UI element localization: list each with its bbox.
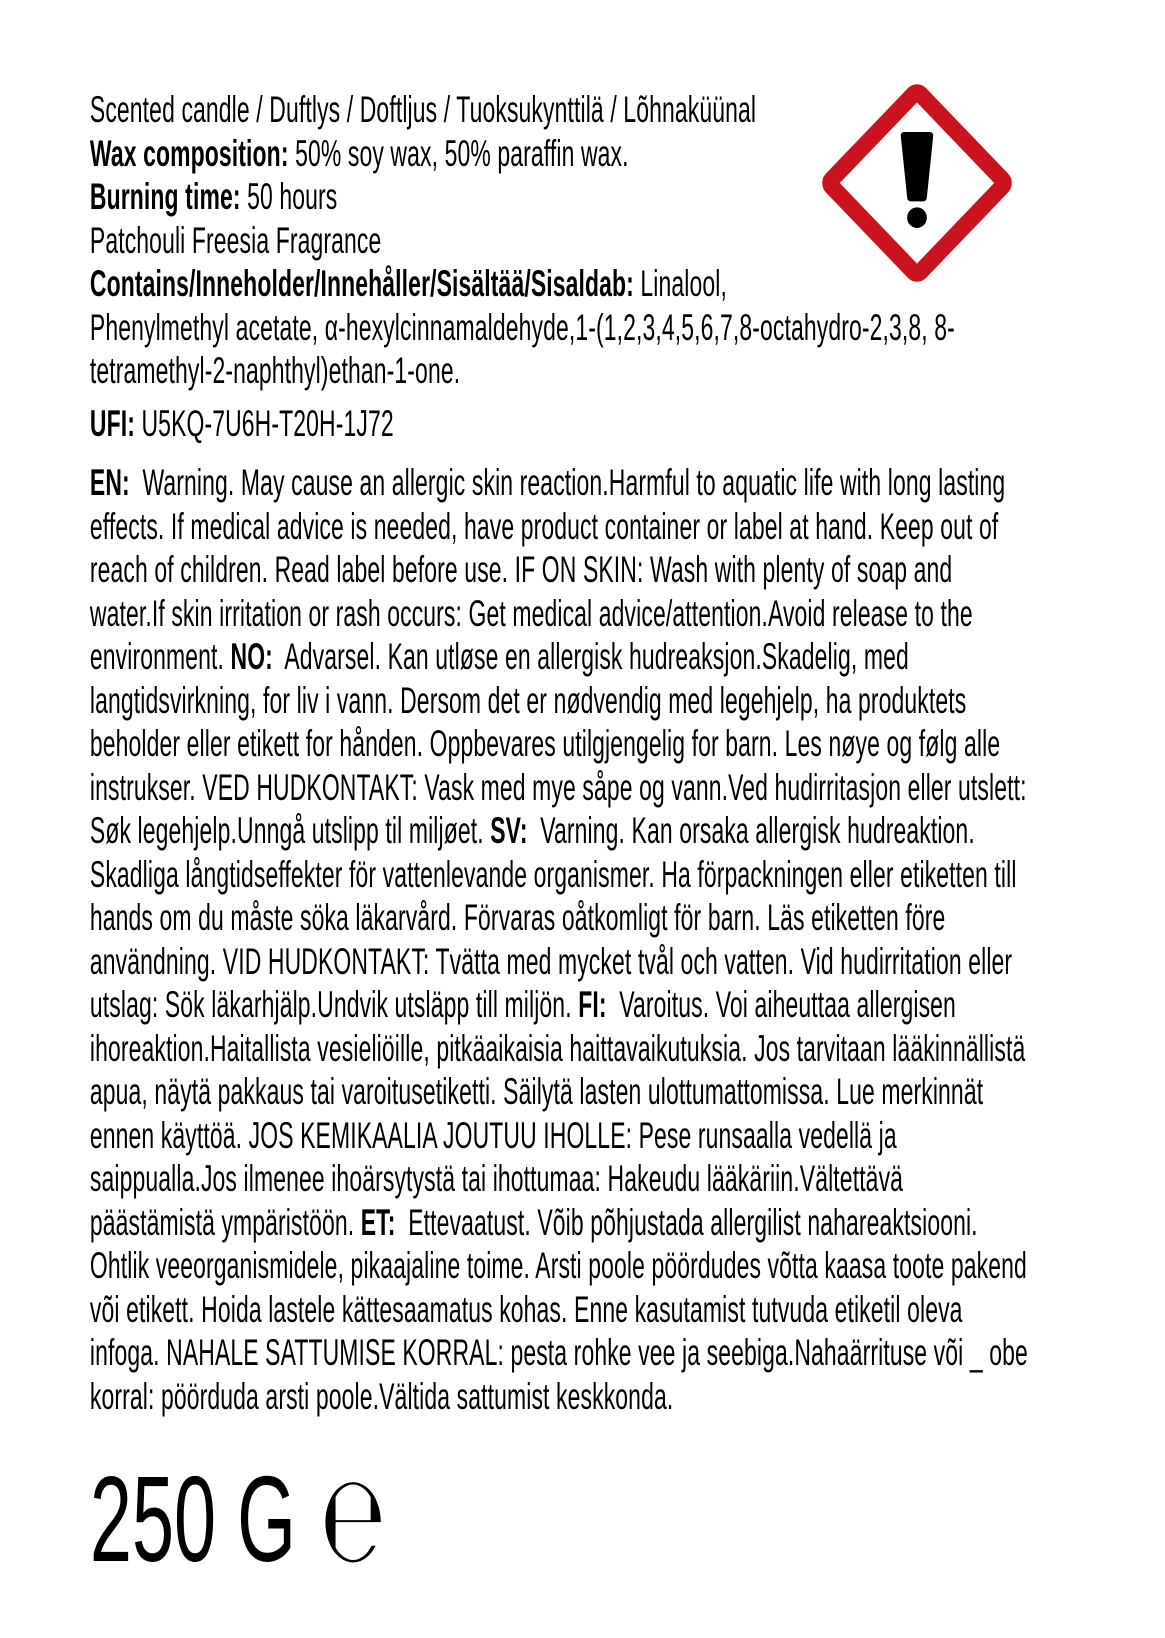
warning-text-fi: Varoitus. Voi aiheuttaa allergisen ihoreaktion.Haitallista vesieliöille, pitkäaikaisia haittavaikutuksia. Jos tarvitaan lääkinnällistä apua, näytä pakkaus tai varoitusetiketti. Säilytä lasten ulottumattomissa. Lue merkinnät ennen käyttöä. JOS KEMIKAALIA JOUTUU IHOLLE: Pese runsaalla vedellä ja saippualla.Jos ilmenee ihoärsytystä tai ihottumaa: Hakeudu lääkäriin.Vältettävä päästämistä ympäristöön. <box>89 984 1026 1243</box>
contains-value: Linalool, Phenylmethyl acetate, α-hexylcinnamaldehyde,1-(1,2,3,4,5,6,7,8-octahydro-2,3,8, 8-tetramethyl-2-naphthyl)ethan-1-one. <box>89 263 955 391</box>
net-weight-value: 250 G <box>89 1451 296 1587</box>
estimated-sign: ℮ <box>320 1448 386 1590</box>
lang-code-no: NO: <box>230 636 273 677</box>
lang-code-et: ET: <box>360 1201 396 1243</box>
warning-text-en: Warning. May cause an allergic skin reaction.Harmful to aquatic life with long lasting effects. If medical advice is needed, have product container or label at hand. Keep out of reach of children. Read label before use. IF ON SKIN: Wash with plenty of soap and water.If skin irritation or rash occurs: Get medical advice/attention.Avoid release to the environment. <box>89 462 1006 677</box>
pictogram-spacer <box>821 88 1032 303</box>
contains-label: Contains/Inneholder/Innehåller/Sisältää/Sisaldab: <box>89 263 634 304</box>
ufi-row <box>90 402 1032 446</box>
ufi-label: UFI: <box>89 402 135 444</box>
wax-composition-label: Wax composition: <box>89 132 289 174</box>
lang-code-sv: SV: <box>490 810 528 851</box>
net-weight-row <box>89 1448 1032 1590</box>
warning-text-sv: Varning. Kan orsaka allergisk hudreaktion. Skadliga långtidseffekter för vattenlevande organismer. Ha förpackningen eller etiketten till hands om du måste söka läkarvård. Förvaras oåtkomligt för barn. Läs etiketten före användning. VID HUDKONTAKT: Tvätta med mycket tvål och vatten. Vid hudirritation eller utslag: Sök läkarhjälp.Undvik utsläpp till miljön. <box>89 810 1017 1025</box>
warning-text-et: Ettevaatust. Võib põhjustada allergilist nahareaktsiooni. Ohtlik veeorganismidele, pikaajaline toime. Arsti poole pöördudes võtta kaasa toote pakend või etikett. Hoida lastele kättesaamatus kohas. Enne kasutamist tutvuda etiketil oleva infoga. NAHALE SATTUMISE KORRAL: pesta rohke vee ja seebiga.Nahaärrituse või _ obe korral: pöörduda arsti poole.Vältida sattumist keskkonda. <box>89 1201 1028 1417</box>
warning-text-no: Advarsel. Kan utløse en allergisk hudreaksjon.Skadelig, med langtidsvirkning, for liv i vann. Dersom det er nødvendig med legehjelp, ha produktets beholder eller etikett for hånden. Oppbevares utilgjengelig for barn. Les nøye og følg alle instrukser. VED HUDKONTAKT: Vask med mye såpe og vann.Ved hudirritasjon eller utslett: Søk legehjelp.Unngå utslipp til miljøet. <box>89 636 1027 851</box>
burning-time-label: Burning time: <box>89 176 241 217</box>
ufi-value: U5KQ-7U6H-T20H-1J72 <box>134 402 394 444</box>
lang-code-en: EN: <box>89 462 130 503</box>
product-names: Scented candle / Duftlys / Doftljus / Tuoksukynttilä / Lõhnaküünal <box>89 89 757 130</box>
lang-code-fi: FI: <box>578 984 607 1025</box>
fragrance-name: Patchouli Freesia Fragrance <box>89 219 382 261</box>
wax-composition-value: 50% soy wax, 50% paraffin wax. <box>288 132 629 174</box>
burning-time-value: 50 hours <box>240 176 338 217</box>
hazard-warning-paragraph <box>90 461 1032 1418</box>
